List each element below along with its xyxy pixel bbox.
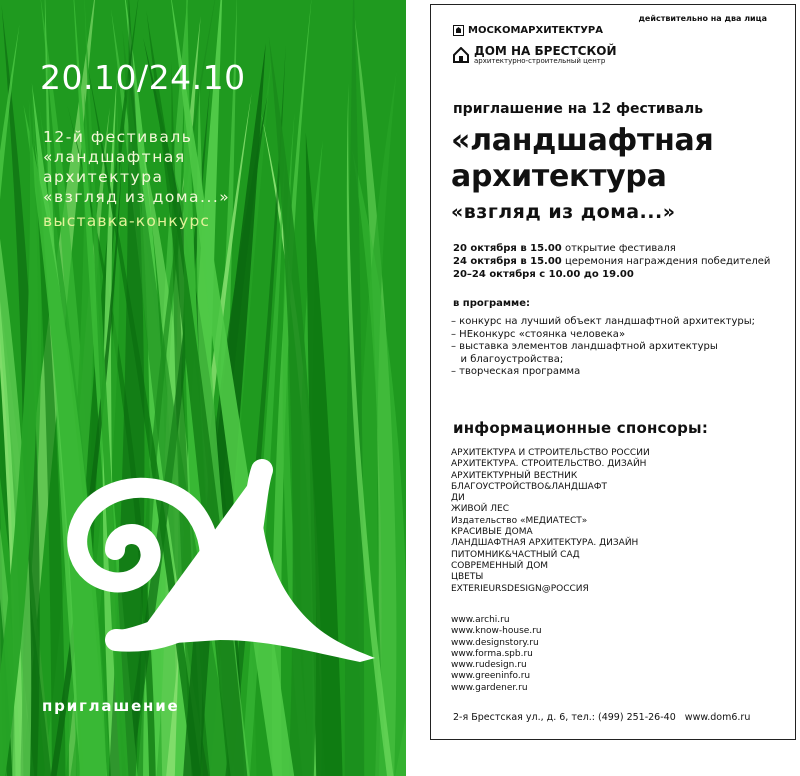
sponsor-item: ПИТОМНИК&ЧАСТНЫЙ САД <box>451 549 580 560</box>
website-link[interactable]: www.rudesign.ru <box>451 660 527 671</box>
website-link[interactable]: www.greeninfo.ru <box>451 671 531 682</box>
website-link[interactable]: www.forma.spb.ru <box>451 648 533 659</box>
schedule-row: 20–24 октября с 10.00 до 19.00 <box>453 269 634 280</box>
sponsor-item: СОВРЕМЕННЫЙ ДОМ <box>451 560 549 571</box>
org1-name: МОСКОМАРХИТЕКТУРА <box>468 25 603 36</box>
sponsor-item: ДИ <box>451 493 465 504</box>
org2-name: ДОМ НА БРЕСТСКОЙ <box>474 44 617 58</box>
schedule <box>453 242 770 281</box>
program-item: – конкурс на лучший объект ландшафтной архитектуры; <box>451 316 756 327</box>
invitation-label: приглашение <box>42 697 180 715</box>
website-link[interactable]: www.designstory.ru <box>451 637 539 648</box>
sponsor-item: АРХИТЕКТУРА И СТРОИТЕЛЬСТВО РОССИИ <box>451 448 650 458</box>
festival-line: архитектура <box>43 168 164 186</box>
sponsor-item: ЛАНДШАФТНАЯ АРХИТЕКТУРА. ДИЗАЙН <box>451 538 639 549</box>
sponsors-list <box>451 448 650 595</box>
website-link[interactable]: www.archi.ru <box>451 615 510 625</box>
sponsor-item: БЛАГОУСТРОЙСТВО&ЛАНДШАФТ <box>451 481 607 492</box>
festival-subtitle: «взгляд из дома...» <box>451 201 676 223</box>
org-dom-na-brestskoy <box>453 45 617 65</box>
festival-line: «взгляд из дома...» <box>43 188 231 206</box>
website-link[interactable]: www.gardener.ru <box>451 682 528 693</box>
schedule-row: 20 октября в 15.00 открытие фестиваля <box>453 243 676 254</box>
festival-line: 12-й фестиваль <box>43 128 193 146</box>
address-line: 2-я Брестская ул., д. 6, тел.: (499) 251-26-40 www.dom6.ru <box>453 712 751 723</box>
program-item: – выставка элементов ландшафтной архитектуры <box>451 341 718 352</box>
title-line: «ландшафтная <box>451 123 714 158</box>
sponsor-item: АРХИТЕКТУРНЫЙ ВЕСТНИК <box>451 470 578 481</box>
program-item: – творческая программа <box>451 366 581 377</box>
sponsor-item: ЖИВОЙ ЛЕС <box>451 504 510 515</box>
sponsor-item: EXTERIEURSDESIGN@РОССИЯ <box>451 583 589 594</box>
invitation-heading: приглашение на 12 фестиваль <box>453 101 704 117</box>
sponsor-item: КРАСИВЫЕ ДОМА <box>451 527 533 538</box>
festival-subtitle: выставка-конкурс <box>43 212 211 230</box>
emblem-icon <box>453 25 464 36</box>
websites-list <box>451 615 542 694</box>
festival-dates: 20.10/24.10 <box>40 58 246 97</box>
snail-spiral-logo <box>20 440 390 680</box>
org-moskomarkhitektura <box>453 25 603 36</box>
title-line: архитектура <box>451 159 667 194</box>
sponsors-heading: информационные спонсоры: <box>453 419 709 437</box>
sponsor-item: АРХИТЕКТУРА. СТРОИТЕЛЬСТВО. ДИЗАЙН <box>451 459 647 470</box>
program-list <box>451 316 755 379</box>
sponsor-item: Издательство «МЕДИАТЕСТ» <box>451 515 588 526</box>
program-item: – НЕконкурс «стоянка человека» <box>451 328 626 340</box>
festival-main-title <box>451 123 713 195</box>
sponsor-item: ЦВЕТЫ <box>451 572 484 583</box>
invitation-back <box>430 4 796 740</box>
schedule-row: 24 октября в 15.00 церемония награждения победителей <box>453 256 771 267</box>
program-item: и благоустройства; <box>451 353 564 365</box>
website-link[interactable]: www.know-house.ru <box>451 626 542 637</box>
house-icon <box>453 47 469 63</box>
validity-note: действительно на два лица <box>638 14 767 23</box>
festival-line: «ландшафтная <box>43 148 186 166</box>
program-heading: в программе: <box>453 298 531 309</box>
org2-subtitle: архитектурно-строительный центр <box>474 57 606 65</box>
festival-title <box>43 127 230 231</box>
